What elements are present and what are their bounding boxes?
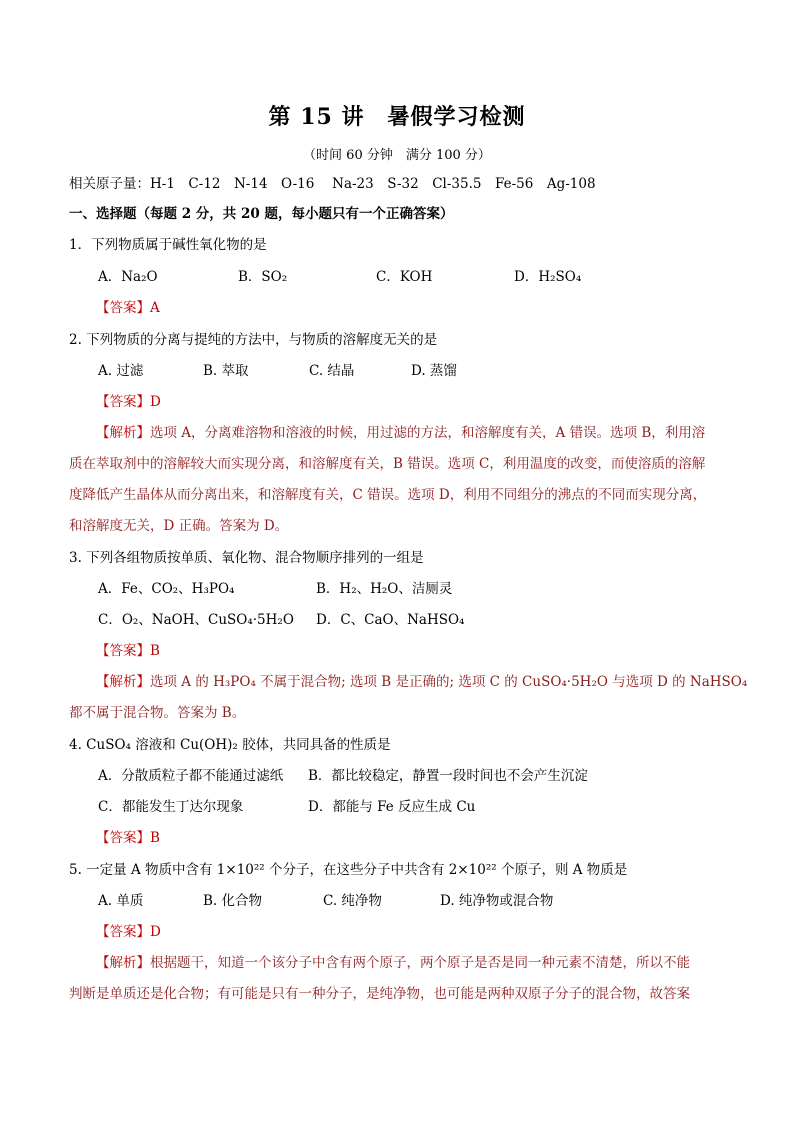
option-d: D．H₂SO₄ [514,269,582,285]
option-d: D．都能与 Fe 反应生成 Cu [308,799,476,815]
question-4-options-row-1 [98,766,588,786]
answer-label: 【答案】 [96,924,150,940]
question-2-stem: 2. 下列物质的分离与提纯的方法中，与物质的溶解度无关的是 [69,332,438,348]
option-d: D. 蒸馏 [411,363,457,379]
atomic-masses: 相关原子量：H-1 C-12 N-14 O-16 Na-23 S-32 Cl-35.5 Fe-56 Ag-108 [69,176,596,192]
answer-value: B [150,643,160,659]
question-5-analysis-line-2: 判断是单质还是化合物；有可能是只有一种分子，是纯净物，也可能是两种双原子分子的混合物，故答案 [69,986,690,1002]
question-2-options [98,361,457,381]
question-3-options-row-2 [98,610,464,630]
question-5-options [98,891,553,911]
option-a: A. 单质 [98,893,144,909]
answer-value: D [150,394,161,410]
option-c: C．都能发生丁达尔现象 [98,799,244,815]
option-c: C．KOH [376,269,433,285]
question-2-analysis-line-3: 度降低产生晶体从而分离出来，和溶解度有关，C 错误。选项 D，利用不同组分的沸点的不同而实现分离， [69,487,707,503]
question-4-stem: 4. CuSO₄ 溶液和 Cu(OH)₂ 胶体，共同具备的性质是 [69,737,391,753]
option-b: B. 萃取 [203,363,249,379]
option-b: B．SO₂ [238,269,288,285]
question-1-answer [96,298,160,318]
question-2-analysis-line-4: 和溶解度无关，D 正确。答案为 D。 [69,518,289,534]
answer-label: 【答案】 [96,394,150,410]
question-3-analysis-line-1: 【解析】选项 A 的 H₃PO₄ 不属于混合物; 选项 B 是正确的; 选项 C 的 CuSO₄·5H₂O 与选项 D 的 NaHSO₄ [96,674,748,690]
option-c: C. 结晶 [309,363,355,379]
question-5-stem: 5. 一定量 A 物质中含有 1×10²² 个分子，在这些分子中共含有 2×10²² 个原子，则 A 物质是 [69,862,628,878]
question-1-stem: 1．下列物质属于碱性氧化物的是 [69,237,267,253]
question-3-stem: 3. 下列各组物质按单质、氧化物、混合物顺序排列的一组是 [69,550,424,566]
question-5-analysis-line-1: 【解析】根据题干，知道一个该分子中含有两个原子，两个原子是否是同一种元素不清楚，所以不能 [96,955,690,971]
option-b: B. 化合物 [203,893,263,909]
analysis-label: 【解析】 [96,425,150,441]
option-d: D. 纯净物或混合物 [440,893,554,909]
question-3-analysis-line-2: 都不属于混合物。答案为 B。 [69,705,246,721]
option-d: D．C、CaO、NaHSO₄ [316,612,465,628]
section-heading: 一、选择题（每题 2 分，共 20 题，每小题只有一个正确答案） [69,206,454,222]
option-a: A．Na₂O [98,269,158,285]
page-title: 第 15 讲 暑假学习检测 [268,104,526,130]
option-c: C．O₂、NaOH、CuSO₄·5H₂O [98,612,294,628]
analysis-label: 【解析】 [96,674,150,690]
question-1-options [98,267,581,287]
answer-label: 【答案】 [96,643,150,659]
answer-value: A [150,300,160,316]
exam-info: （时间 60 分钟 满分 100 分） [303,148,491,163]
question-4-answer [96,828,160,848]
answer-label: 【答案】 [96,830,150,846]
answer-value: B [150,830,160,846]
answer-value: D [150,924,161,940]
question-2-analysis-line-1: 【解析】选项 A，分离难溶物和溶液的时候，用过滤的方法，和溶解度有关，A 错误。选项 B，利用溶 [96,425,706,441]
answer-label: 【答案】 [96,300,150,316]
question-2-answer [96,392,161,412]
question-5-answer [96,922,161,942]
option-a: A. 过滤 [98,363,144,379]
question-4-options-row-2 [98,797,475,817]
analysis-label: 【解析】 [96,955,150,971]
option-b: B．H₂、H₂O、洁厕灵 [316,581,453,597]
option-a: A．分散质粒子都不能通过滤纸 [98,768,284,784]
option-c: C. 纯净物 [323,893,382,909]
option-b: B．都比较稳定，静置一段时间也不会产生沉淀 [308,768,588,784]
option-a: A．Fe、CO₂、H₃PO₄ [98,581,235,597]
question-3-options-row-1 [98,579,452,599]
question-3-answer [96,641,160,661]
question-2-analysis-line-2: 质在萃取剂中的溶解较大而实现分离，和溶解度有关，B 错误。选项 C，利用温度的改变，而使溶质的溶解 [69,456,706,472]
